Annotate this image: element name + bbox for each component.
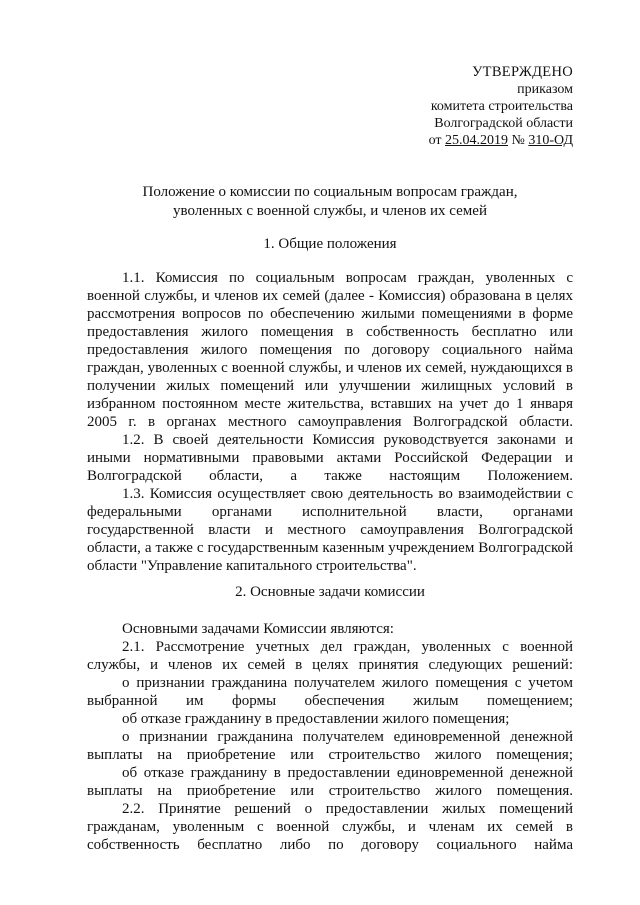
paragraph-1-3: 1.3. Комиссия осуществляет свою деятельность во взаимодействии с федеральными органами исполнительной власти, органами государственной власти и местного самоуправления Волгоградской области, а также с государственным казенным учреждением Волгоградской области "Управление капитального строительства". <box>87 486 573 574</box>
paragraph-2-1: 2.1. Рассмотрение учетных дел граждан, уволенных с военной службы, и членов их семей в целях принятия следующих решений: <box>87 639 573 673</box>
list-item-2-1-a: о признании гражданина получателем жилого помещения с учетом выбранной им формы обеспечения жилым помещением; <box>87 675 573 709</box>
paragraph-2-intro: Основными задачами Комиссии являются: <box>122 621 394 637</box>
document-title-line-2: уволенных с военной службы, и членов их семей <box>173 203 487 219</box>
approval-number-sign: № <box>511 133 525 148</box>
approval-committee: комитета строительства <box>430 99 573 114</box>
list-item-2-1-d: об отказе гражданину в предоставлении единовременной денежной выплаты на приобретение или строительство жилого помещения. <box>87 765 573 799</box>
paragraph-1-2: 1.2. В своей деятельности Комиссия руководствуется законами и иными нормативными правовыми актами Российской Федерации и Волгоградской области, а также настоящим Положением. <box>87 432 573 484</box>
paragraph-2-2: 2.2. Принятие решений о предоставлении жилых помещений гражданам, уволенным с военной службы, и членам их семей в собственность бесплатно либо по договору социального найма <box>87 801 573 853</box>
approval-heading: УТВЕРЖДЕНО <box>472 64 573 80</box>
document-title-line-1: Положение о комиссии по социальным вопросам граждан, <box>142 184 518 200</box>
list-item-2-1-b: об отказе гражданину в предоставлении жилого помещения; <box>122 711 510 727</box>
paragraph-1-1: 1.1. Комиссия по социальным вопросам граждан, уволенных с военной службы, и членов их семей (далее - Комиссия) образована в целях рассмотрения вопросов по обеспечению жилыми помещениями в форме предоставления жилого помещения в собственность бесплатно или предоставления жилого помещения по договору социального найма граждан, уволенных с военной службы, и членов их семей, нуждающихся в получении жилых помещений или улучшении жилищных условий в избранном постоянном месте жительства, вставших на учет до 1 января 2005 г. в органах местного самоуправления Волгоградской области. <box>87 270 573 430</box>
approval-date: 25.04.2019 <box>445 133 509 148</box>
approval-date-prefix: от <box>428 133 442 148</box>
section-1-heading: 1. Общие положения <box>263 236 397 252</box>
document-title <box>80 183 580 221</box>
section-2-body <box>87 620 573 854</box>
list-item-2-1-c: о признании гражданина получателем единовременной денежной выплаты на приобретение или строительство жилого помещения; <box>87 729 573 763</box>
section-2-heading: 2. Основные задачи комиссии <box>235 584 425 600</box>
section-1-body <box>87 269 573 575</box>
approval-date-number <box>429 132 573 149</box>
approval-by-order: приказом <box>517 82 573 97</box>
approval-stamp <box>429 64 573 149</box>
approval-number: 310-ОД <box>528 133 573 148</box>
approval-region: Волгоградской области <box>434 116 573 131</box>
